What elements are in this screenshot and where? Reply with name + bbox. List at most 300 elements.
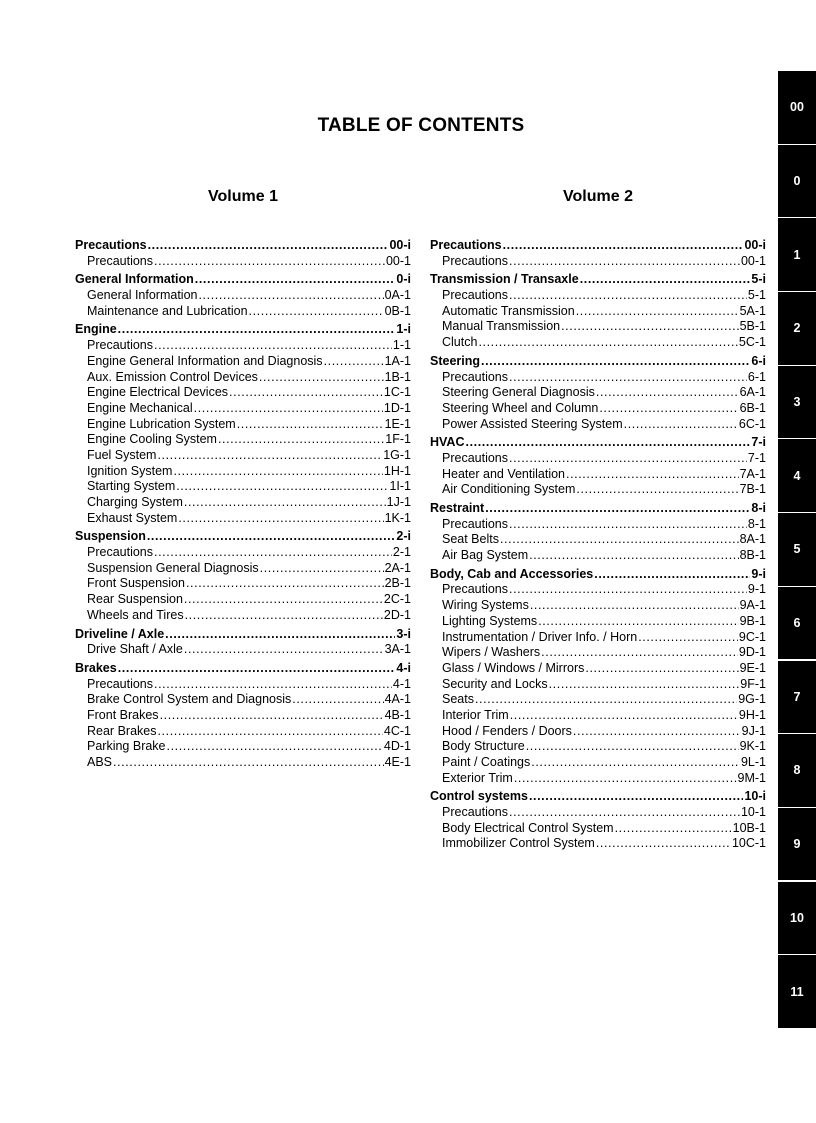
- toc-entry[interactable]: [430, 401, 766, 417]
- toc-entry-label: Parking Brake: [87, 739, 166, 754]
- toc-entry[interactable]: [75, 401, 411, 417]
- toc-section-heading-page: 5-i: [751, 272, 766, 287]
- toc-entry[interactable]: [75, 495, 411, 511]
- toc-entry[interactable]: [75, 370, 411, 386]
- section-tab[interactable]: 3: [778, 366, 816, 439]
- toc-entry-label: General Information: [87, 288, 198, 303]
- toc-entry-label: Lighting Systems: [442, 613, 538, 628]
- toc-section-heading-page: 7-i: [751, 435, 766, 450]
- toc-entry-label: Paint / Coatings: [442, 755, 531, 769]
- toc-entry-label: Wiring Systems: [442, 598, 529, 613]
- toc-entry-page: 2C-1: [383, 592, 411, 607]
- toc-entry-label: Security and Locks: [442, 676, 548, 691]
- toc-section-heading[interactable]: [75, 238, 411, 254]
- toc-entry[interactable]: [75, 642, 411, 658]
- toc-section: [75, 322, 411, 526]
- dot-leader: [186, 576, 384, 592]
- toc-entry[interactable]: [430, 254, 766, 270]
- dot-leader: [160, 708, 384, 724]
- dot-leader: [526, 739, 739, 755]
- toc-entry[interactable]: [430, 532, 766, 548]
- toc-entry[interactable]: [430, 821, 766, 837]
- dot-leader: [292, 692, 383, 708]
- section-tab[interactable]: 10: [778, 882, 816, 955]
- volume-2-heading: Volume 2: [563, 188, 633, 205]
- toc-section-heading-label: Precautions: [430, 238, 502, 252]
- toc-entry[interactable]: [430, 630, 766, 646]
- toc-entry-page: 1F-1: [385, 432, 411, 447]
- toc-entry-label: Hood / Fenders / Doors: [442, 723, 572, 738]
- toc-entry[interactable]: [75, 432, 411, 448]
- dot-leader: [509, 288, 747, 304]
- dot-leader: [509, 451, 747, 467]
- toc-entry-label: Instrumentation / Driver Info. / Horn: [442, 629, 638, 644]
- toc-entry-page: 2A-1: [384, 560, 411, 575]
- toc-section-heading-label: Steering: [430, 353, 481, 368]
- toc-entry[interactable]: [430, 582, 766, 598]
- dot-leader: [154, 677, 392, 693]
- section-tab[interactable]: 6: [778, 587, 816, 660]
- toc-section-heading[interactable]: [75, 272, 411, 288]
- section-tab[interactable]: 4: [778, 439, 816, 512]
- toc-section-heading[interactable]: [430, 789, 766, 805]
- toc-section-heading-page: 3-i: [396, 626, 411, 641]
- dot-leader: [148, 238, 389, 254]
- toc-entry[interactable]: [430, 548, 766, 564]
- toc-section-heading-label: Transmission / Transaxle: [430, 272, 579, 287]
- dot-leader: [509, 805, 740, 821]
- dot-leader: [157, 724, 382, 740]
- dot-leader: [118, 322, 396, 338]
- toc-entry-page: 1A-1: [384, 353, 411, 368]
- toc-section: [75, 661, 411, 771]
- toc-entry-label: Precautions: [442, 805, 509, 820]
- dot-leader: [503, 238, 744, 254]
- toc-section: [430, 567, 766, 787]
- toc-entry-page: 6B-1: [739, 400, 766, 415]
- toc-entry-page: 1D-1: [383, 400, 411, 415]
- dot-leader: [184, 592, 383, 608]
- toc-entry-label: Heater and Ventilation: [442, 466, 566, 481]
- toc-entry-page: 9B-1: [739, 613, 766, 628]
- toc-section-heading-label: Restraint: [430, 501, 485, 515]
- dot-leader: [478, 335, 737, 351]
- toc-entry[interactable]: [430, 692, 766, 708]
- toc-entry-label: Steering General Diagnosis: [442, 385, 595, 400]
- dot-leader: [324, 354, 384, 370]
- toc-entry-page: 1I-1: [389, 479, 411, 494]
- dot-leader: [259, 370, 384, 386]
- toc-entry-page: 7B-1: [739, 482, 766, 497]
- toc-section-heading-page: 0-i: [396, 272, 411, 287]
- dot-leader: [113, 755, 384, 771]
- dot-leader: [576, 482, 738, 498]
- toc-entry-label: Engine General Information and Diagnosis: [87, 353, 323, 368]
- toc-entry-label: Glass / Windows / Mirrors: [442, 660, 585, 675]
- dot-leader: [154, 338, 392, 354]
- toc-entry-label: Engine Cooling System: [87, 432, 217, 447]
- toc-entry-label: Body Electrical Control System: [442, 820, 614, 835]
- toc-entry[interactable]: [430, 645, 766, 661]
- dot-leader: [194, 401, 383, 417]
- toc-entry-label: Rear Suspension: [87, 592, 183, 607]
- toc-entry[interactable]: [75, 254, 411, 270]
- toc-section-heading[interactable]: [75, 661, 411, 677]
- volume-2-contents: [430, 238, 766, 855]
- dot-leader: [541, 645, 738, 661]
- dot-leader: [176, 479, 388, 495]
- toc-section-heading-label: General Information: [75, 272, 194, 287]
- toc-entry-page: 9L-1: [740, 755, 766, 769]
- toc-entry[interactable]: [75, 724, 411, 740]
- dot-leader: [184, 642, 384, 658]
- dot-leader: [154, 254, 385, 270]
- toc-entry-page: 4B-1: [384, 707, 411, 722]
- dot-leader: [573, 724, 741, 740]
- toc-section-heading[interactable]: [75, 529, 411, 545]
- toc-entry[interactable]: [430, 370, 766, 386]
- toc-entry-page: 10-1: [740, 805, 766, 820]
- toc-entry[interactable]: [430, 482, 766, 498]
- toc-entry-label: Engine Lubrication System: [87, 416, 236, 431]
- toc-section-heading-page: 1-i: [396, 322, 411, 337]
- section-index-tabs: [778, 71, 816, 1029]
- toc-entry[interactable]: [430, 677, 766, 693]
- dot-leader: [466, 435, 751, 451]
- section-tab[interactable]: 8: [778, 734, 816, 807]
- toc-section: [430, 272, 766, 350]
- toc-entry-page: 1C-1: [383, 385, 411, 400]
- toc-entry[interactable]: [75, 608, 411, 624]
- section-tab[interactable]: 2: [778, 292, 816, 365]
- toc-entry-label: Rear Brakes: [87, 723, 157, 738]
- toc-entry-label: Fuel System: [87, 447, 157, 462]
- toc-section: [430, 435, 766, 498]
- toc-entry[interactable]: [75, 561, 411, 577]
- dot-leader: [118, 661, 396, 677]
- toc-section-heading[interactable]: [430, 567, 766, 583]
- toc-entry[interactable]: [430, 771, 766, 787]
- toc-entry-label: Front Brakes: [87, 707, 159, 722]
- toc-entry[interactable]: [75, 677, 411, 693]
- toc-entry-page: 1J-1: [386, 495, 411, 509]
- dot-leader: [157, 448, 382, 464]
- toc-entry-page: 9D-1: [738, 645, 766, 660]
- toc-entry-page: 9J-1: [741, 723, 766, 738]
- toc-section: [430, 501, 766, 564]
- toc-entry-label: Wheels and Tires: [87, 607, 184, 622]
- toc-entry-label: Ignition System: [87, 463, 173, 478]
- dot-leader: [237, 417, 384, 433]
- section-tab[interactable]: 1: [778, 218, 816, 291]
- toc-section-heading-page: 6-i: [751, 353, 766, 368]
- toc-entry-label: Front Suspension: [87, 576, 185, 591]
- toc-entry[interactable]: [75, 288, 411, 304]
- toc-entry-page: 6A-1: [739, 385, 766, 400]
- toc-entry[interactable]: [430, 288, 766, 304]
- toc-entry-label: Precautions: [442, 450, 509, 465]
- dot-leader: [599, 401, 738, 417]
- toc-entry-label: Starting System: [87, 479, 176, 494]
- toc-entry-label: Clutch: [442, 335, 478, 350]
- toc-entry[interactable]: [430, 836, 766, 852]
- dot-leader: [596, 385, 739, 401]
- toc-entry-page: 2-1: [392, 545, 411, 560]
- toc-entry[interactable]: [75, 576, 411, 592]
- toc-entry-label: Precautions: [87, 338, 154, 353]
- toc-entry-page: 8B-1: [739, 548, 766, 563]
- dot-leader: [500, 532, 739, 548]
- toc-section-heading[interactable]: [430, 501, 766, 517]
- toc-section-heading[interactable]: [75, 322, 411, 338]
- toc-entry-page: 5C-1: [738, 335, 766, 350]
- toc-section: [75, 272, 411, 319]
- toc-entry[interactable]: [430, 385, 766, 401]
- toc-entry[interactable]: [75, 592, 411, 608]
- dot-leader: [475, 692, 737, 708]
- dot-leader: [195, 272, 396, 288]
- toc-entry-label: Precautions: [442, 582, 509, 597]
- toc-entry-page: 7-1: [747, 450, 766, 465]
- toc-entry-label: Precautions: [87, 676, 154, 691]
- dot-leader: [260, 561, 384, 577]
- toc-entry-label: Manual Transmission: [442, 319, 561, 334]
- section-tab[interactable]: 7: [778, 661, 816, 734]
- toc-entry[interactable]: [75, 448, 411, 464]
- toc-entry[interactable]: [75, 304, 411, 320]
- toc-section-heading-page: 2-i: [396, 529, 411, 544]
- toc-entry-label: Suspension General Diagnosis: [87, 560, 259, 575]
- toc-entry[interactable]: [430, 467, 766, 483]
- dot-leader: [530, 598, 739, 614]
- toc-entry[interactable]: [75, 338, 411, 354]
- dot-leader: [178, 511, 383, 527]
- toc-entry-page: 4-1: [392, 676, 411, 691]
- dot-leader: [481, 354, 750, 370]
- toc-entry-page: 1B-1: [384, 369, 411, 384]
- toc-entry[interactable]: [75, 692, 411, 708]
- toc-entry[interactable]: [430, 755, 766, 771]
- toc-entry-page: 4C-1: [383, 723, 411, 738]
- section-tab[interactable]: 5: [778, 513, 816, 586]
- toc-section-heading-label: Control systems: [430, 789, 528, 804]
- dot-leader: [510, 708, 738, 724]
- section-tab[interactable]: 9: [778, 808, 816, 881]
- toc-entry-page: 9M-1: [737, 770, 766, 785]
- toc-entry[interactable]: [75, 511, 411, 527]
- toc-entry-label: Brake Control System and Diagnosis: [87, 692, 292, 707]
- dot-leader: [529, 548, 738, 564]
- toc-entry-page: 9E-1: [739, 660, 766, 675]
- toc-entry-label: Precautions: [442, 516, 509, 531]
- toc-section-heading[interactable]: [75, 627, 411, 643]
- dot-leader: [538, 614, 738, 630]
- toc-entry[interactable]: [75, 739, 411, 755]
- toc-section: [75, 238, 411, 269]
- toc-entry-page: 9F-1: [740, 676, 766, 691]
- toc-entry-page: 9C-1: [738, 629, 766, 644]
- toc-entry[interactable]: [430, 614, 766, 630]
- dot-leader: [165, 627, 395, 643]
- toc-entry-page: 2D-1: [383, 607, 411, 622]
- toc-entry-label: Automatic Transmission: [442, 303, 575, 318]
- toc-entry-page: 6C-1: [738, 416, 766, 431]
- toc-entry-label: Seats: [442, 692, 474, 707]
- toc-entry[interactable]: [75, 464, 411, 480]
- toc-entry[interactable]: [430, 335, 766, 351]
- toc-entry[interactable]: [430, 805, 766, 821]
- toc-section: [75, 627, 411, 658]
- toc-entry-label: Drive Shaft / Axle: [87, 642, 183, 657]
- toc-entry-label: Exterior Trim: [442, 770, 513, 785]
- dot-leader: [561, 319, 738, 335]
- dot-leader: [509, 254, 740, 270]
- toc-entry-label: Precautions: [442, 369, 509, 384]
- toc-entry-label: Precautions: [87, 545, 154, 560]
- toc-entry-label: Engine Electrical Devices: [87, 385, 229, 400]
- toc-entry-page: 00-1: [740, 253, 766, 268]
- dot-leader: [596, 836, 731, 852]
- toc-entry-page: 9H-1: [738, 707, 766, 722]
- toc-entry-page: 1K-1: [384, 510, 411, 525]
- toc-section-heading[interactable]: [430, 238, 766, 254]
- dot-leader: [173, 464, 382, 480]
- dot-leader: [185, 608, 383, 624]
- toc-entry-label: Air Conditioning System: [442, 482, 576, 497]
- toc-entry-label: Steering Wheel and Column: [442, 400, 599, 415]
- toc-entry[interactable]: [75, 417, 411, 433]
- toc-section: [430, 238, 766, 269]
- toc-entry-page: 9G-1: [738, 692, 766, 707]
- toc-entry-page: 7A-1: [739, 466, 766, 481]
- toc-entry-page: 1E-1: [384, 416, 411, 431]
- toc-entry[interactable]: [430, 304, 766, 320]
- toc-entry[interactable]: [75, 755, 411, 771]
- toc-entry-label: Air Bag System: [442, 548, 529, 563]
- toc-entry-label: Wipers / Washers: [442, 645, 541, 660]
- dot-leader: [531, 755, 740, 771]
- toc-entry-page: 4A-1: [384, 692, 411, 707]
- dot-leader: [485, 501, 750, 517]
- dot-leader: [229, 385, 383, 401]
- toc-entry-label: Precautions: [442, 253, 509, 268]
- toc-entry-page: 5-1: [747, 288, 766, 303]
- toc-section-heading-page: 10-i: [744, 789, 766, 804]
- section-tab[interactable]: 00: [778, 71, 816, 144]
- toc-section-heading[interactable]: [430, 435, 766, 451]
- toc-entry[interactable]: [430, 661, 766, 677]
- toc-section-heading[interactable]: [430, 272, 766, 288]
- toc-entry[interactable]: [430, 319, 766, 335]
- toc-entry-page: 2B-1: [384, 576, 411, 591]
- toc-entry-page: 5B-1: [739, 319, 766, 334]
- toc-section-heading-page: 8-i: [751, 501, 766, 515]
- toc-entry[interactable]: [430, 417, 766, 433]
- dot-leader: [529, 789, 744, 805]
- toc-entry-page: 0B-1: [384, 303, 411, 318]
- dot-leader: [566, 467, 739, 483]
- toc-entry[interactable]: [75, 354, 411, 370]
- toc-entry-page: 9-1: [747, 582, 766, 597]
- toc-section: [430, 354, 766, 432]
- toc-section-heading-label: Suspension: [75, 529, 146, 544]
- toc-entry[interactable]: [75, 385, 411, 401]
- toc-entry-page: 8-1: [747, 516, 766, 531]
- toc-entry-label: Interior Trim: [442, 707, 509, 722]
- page-title: TABLE OF CONTENTS: [317, 115, 525, 136]
- toc-entry[interactable]: [430, 451, 766, 467]
- toc-section-heading-label: Brakes: [75, 660, 117, 675]
- toc-section-heading[interactable]: [430, 354, 766, 370]
- toc-entry-page: 5A-1: [739, 303, 766, 318]
- toc-entry-page: 10B-1: [732, 820, 766, 835]
- toc-section-heading-label: Precautions: [75, 238, 147, 252]
- dot-leader: [249, 304, 384, 320]
- toc-entry[interactable]: [430, 739, 766, 755]
- dot-leader: [594, 567, 750, 583]
- toc-entry-page: 8A-1: [739, 532, 766, 547]
- toc-entry-page: 1-1: [392, 338, 411, 353]
- toc-entry-page: 9A-1: [739, 598, 766, 613]
- toc-entry-label: Precautions: [87, 253, 154, 268]
- dot-leader: [514, 771, 737, 787]
- toc-section: [430, 789, 766, 852]
- toc-entry-page: 1G-1: [383, 447, 411, 462]
- dot-leader: [167, 739, 383, 755]
- toc-entry[interactable]: [430, 708, 766, 724]
- dot-leader: [624, 417, 738, 433]
- dot-leader: [549, 677, 740, 693]
- toc-entry-label: Aux. Emission Control Devices: [87, 369, 258, 384]
- toc-entry-label: Precautions: [442, 288, 509, 303]
- toc-entry-page: 6-1: [747, 369, 766, 384]
- toc-entry[interactable]: [430, 724, 766, 740]
- toc-entry-label: Body Structure: [442, 739, 525, 754]
- toc-section-heading-page: 00-i: [744, 238, 766, 252]
- dot-leader: [154, 545, 392, 561]
- toc-entry[interactable]: [75, 479, 411, 495]
- section-tab[interactable]: 11: [778, 955, 816, 1028]
- toc-entry-page: 1H-1: [383, 463, 411, 478]
- toc-section-heading-label: Engine: [75, 322, 117, 337]
- toc-entry-page: 00-1: [385, 253, 411, 268]
- toc-entry-label: Exhaust System: [87, 510, 178, 525]
- toc-entry-page: 4D-1: [383, 739, 411, 754]
- dot-leader: [147, 529, 396, 545]
- toc-entry-label: Power Assisted Steering System: [442, 416, 623, 431]
- dot-leader: [509, 370, 747, 386]
- toc-section-heading-page: 00-i: [389, 238, 411, 252]
- toc-entry[interactable]: [430, 598, 766, 614]
- toc-entry[interactable]: [430, 517, 766, 533]
- toc-section-heading-label: Body, Cab and Accessories: [430, 566, 594, 581]
- toc-section-heading-label: Driveline / Axle: [75, 626, 165, 641]
- toc-section-heading-label: HVAC: [430, 435, 465, 450]
- dot-leader: [576, 304, 739, 320]
- dot-leader: [509, 517, 747, 533]
- toc-entry[interactable]: [75, 708, 411, 724]
- toc-entry-page: 9K-1: [739, 739, 766, 754]
- toc-entry-label: Seat Belts: [442, 532, 499, 547]
- toc-entry[interactable]: [75, 545, 411, 561]
- toc-section-heading-page: 9-i: [751, 566, 766, 581]
- dot-leader: [615, 821, 732, 837]
- dot-leader: [218, 432, 384, 448]
- toc-entry-label: Charging System: [87, 495, 183, 509]
- dot-leader: [580, 272, 751, 288]
- toc-section: [75, 529, 411, 623]
- section-tab[interactable]: 0: [778, 145, 816, 218]
